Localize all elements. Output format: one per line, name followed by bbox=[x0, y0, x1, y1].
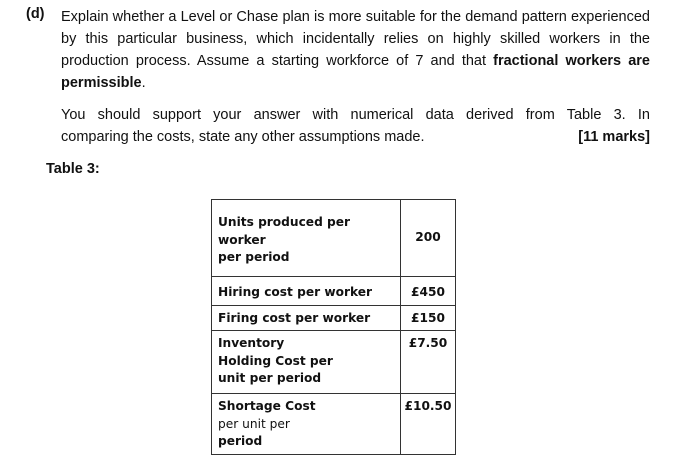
row-value: £7.50 bbox=[401, 331, 456, 394]
row-value: £10.50 bbox=[401, 394, 456, 455]
instructions-line-1: You should support your answer with numerical data derived from Table 3. In bbox=[61, 107, 650, 123]
table-row bbox=[212, 394, 456, 455]
question-text-end: . bbox=[141, 75, 146, 91]
question-paragraph bbox=[61, 6, 650, 94]
cost-table bbox=[211, 199, 456, 455]
row-value: 200 bbox=[401, 200, 456, 277]
question-label: (d) bbox=[26, 6, 45, 22]
row-label-line: per unit per bbox=[218, 416, 290, 431]
row-label-line: Holding Cost per bbox=[218, 353, 333, 368]
row-label-line: Units produced per worker bbox=[218, 215, 351, 247]
row-label-line: unit per period bbox=[218, 371, 322, 385]
row-label bbox=[212, 394, 401, 455]
row-label bbox=[212, 331, 401, 394]
row-label: Firing cost per worker bbox=[212, 305, 401, 331]
table-row bbox=[212, 331, 456, 394]
table-row bbox=[212, 277, 456, 306]
instructions-line-2-wrap bbox=[61, 126, 650, 148]
row-label-line: Shortage Cost bbox=[218, 399, 316, 413]
table-row bbox=[212, 305, 456, 331]
instructions-line-2: comparing the costs, state any other assumptions made. bbox=[61, 129, 425, 145]
instructions-paragraph bbox=[61, 104, 650, 148]
row-value: £150 bbox=[401, 305, 456, 331]
table-label: Table 3: bbox=[46, 161, 100, 177]
row-value: £450 bbox=[401, 277, 456, 306]
table-row bbox=[212, 200, 456, 277]
row-label-line: Inventory bbox=[218, 336, 285, 350]
row-label bbox=[212, 200, 401, 277]
marks-label: [11 marks] bbox=[578, 129, 650, 145]
question-bold-text: fractional workers are permissible bbox=[61, 53, 650, 91]
row-label: Hiring cost per worker bbox=[212, 277, 401, 306]
row-label-line: period bbox=[218, 434, 263, 448]
question-text: Explain whether a Level or Chase plan is more suitable for the demand pattern experienced by this particular business, which incidentally relies on highly skilled workers in the production process. Assume a starting workforce of 7 and that bbox=[61, 9, 650, 69]
row-label-line: per period bbox=[218, 250, 290, 264]
